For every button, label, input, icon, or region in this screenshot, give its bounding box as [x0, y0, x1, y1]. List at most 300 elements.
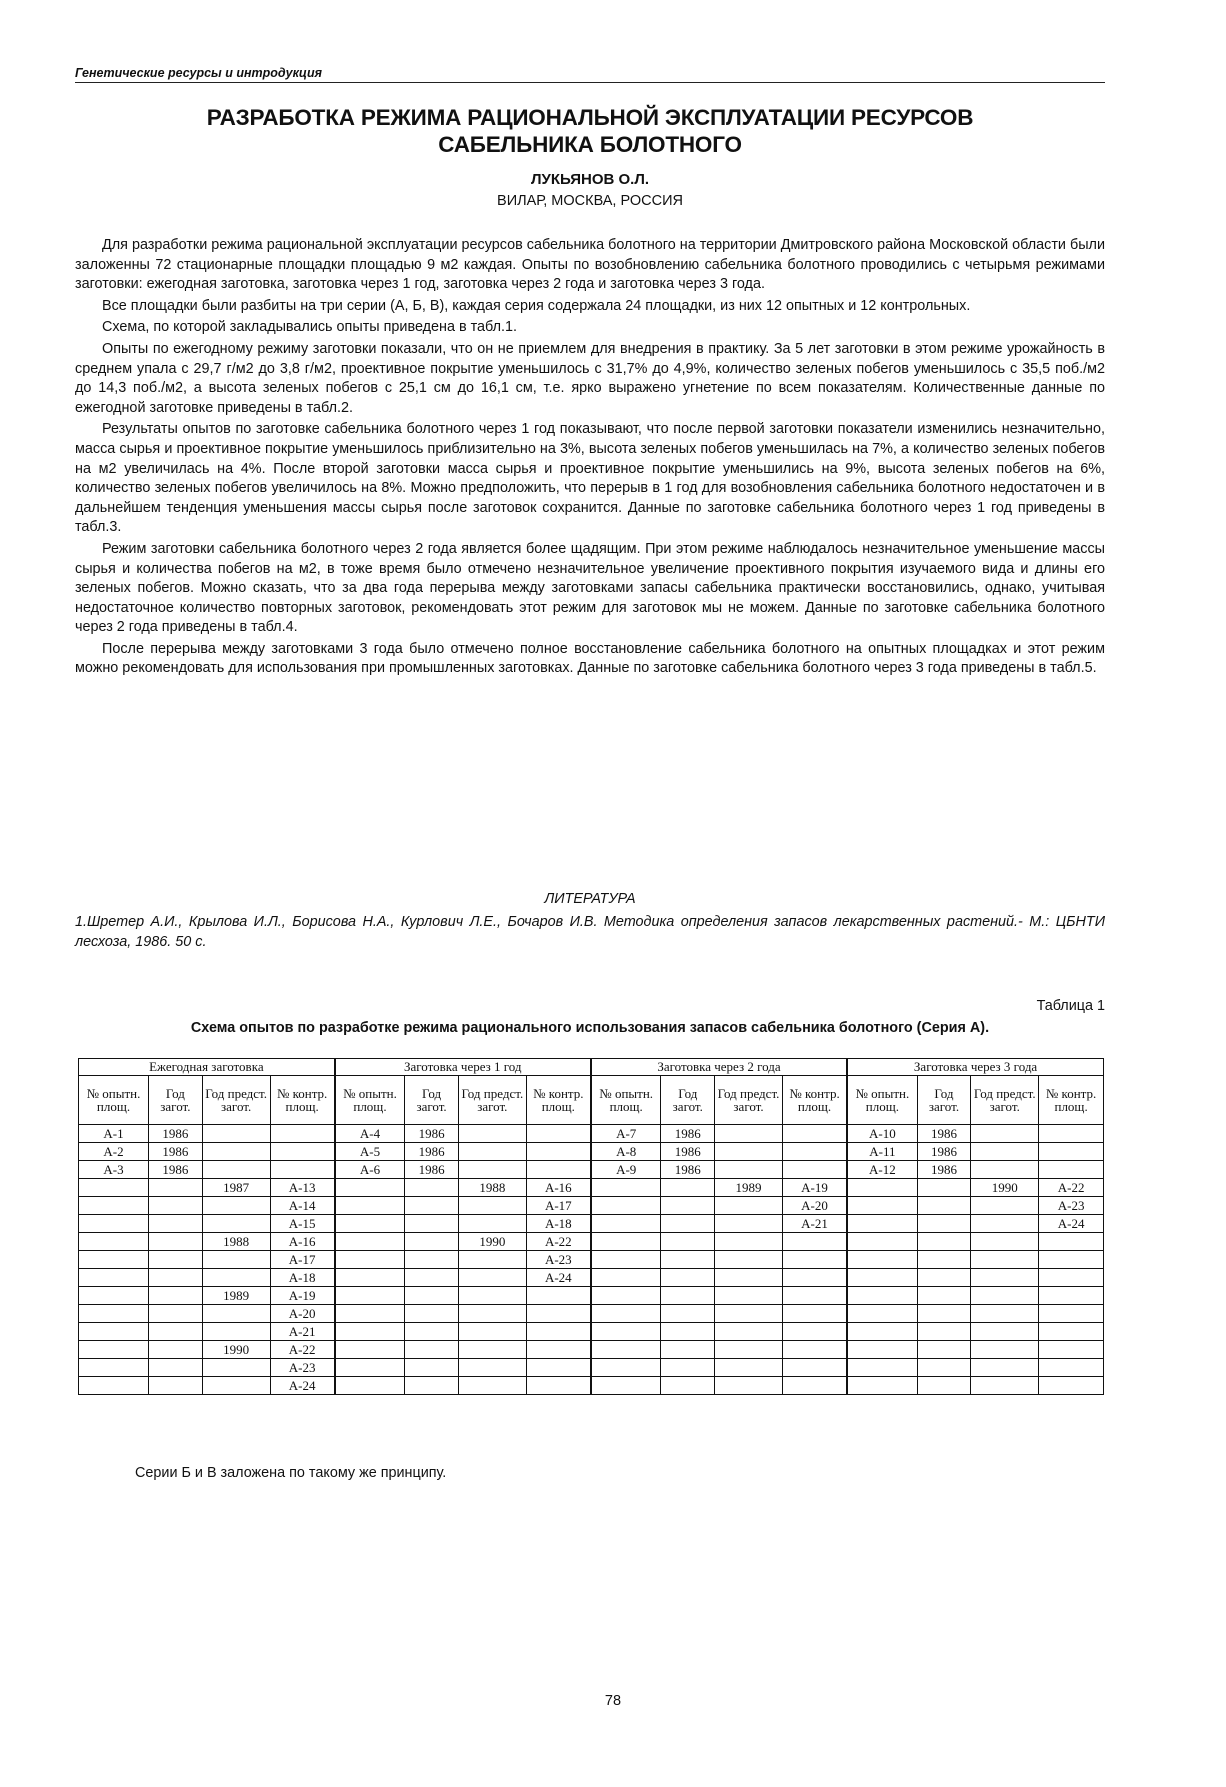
table-row	[79, 1341, 1104, 1359]
table-cell	[847, 1215, 917, 1233]
column-header: № опытн. площ.	[79, 1076, 149, 1125]
table-cell	[661, 1233, 715, 1251]
table-cell	[79, 1233, 149, 1251]
table-row	[79, 1233, 1104, 1251]
column-header: № контр. площ.	[782, 1076, 847, 1125]
table-cell: А-8	[591, 1143, 661, 1161]
table-cell	[335, 1287, 405, 1305]
table-cell	[202, 1251, 270, 1269]
table-cell	[782, 1125, 847, 1143]
table-cell	[1039, 1323, 1104, 1341]
title-line-1: РАЗРАБОТКА РЕЖИМА РАЦИОНАЛЬНОЙ ЭКСПЛУАТАЦИИ РЕСУРСОВ	[206, 105, 974, 130]
table-cell	[79, 1305, 149, 1323]
table-note: Серии Б и В заложена по такому же принципу.	[135, 1465, 447, 1481]
literature-heading: ЛИТЕРАТУРА	[544, 891, 636, 907]
table-cell	[79, 1251, 149, 1269]
author: ЛУКЬЯНОВ О.Л.	[530, 171, 650, 188]
table-cell	[782, 1143, 847, 1161]
table-cell	[661, 1197, 715, 1215]
scheme-table	[78, 1058, 1104, 1395]
table-cell	[202, 1269, 270, 1287]
table-row	[79, 1197, 1104, 1215]
table-cell	[917, 1251, 971, 1269]
table-row	[79, 1251, 1104, 1269]
table-cell: 1986	[149, 1161, 203, 1179]
table-cell: 1986	[917, 1125, 971, 1143]
table-label: Таблица 1	[1036, 998, 1105, 1014]
table-row	[79, 1377, 1104, 1395]
table-row	[79, 1161, 1104, 1179]
table-cell	[591, 1197, 661, 1215]
table-row	[79, 1287, 1104, 1305]
table-cell	[202, 1161, 270, 1179]
table-cell	[270, 1161, 335, 1179]
table-cell: 1990	[458, 1233, 526, 1251]
table-cell	[591, 1179, 661, 1197]
table-cell	[202, 1197, 270, 1215]
table-cell	[405, 1287, 459, 1305]
table-cell	[202, 1143, 270, 1161]
table-cell	[782, 1251, 847, 1269]
table-cell	[526, 1341, 591, 1359]
table-cell	[715, 1287, 783, 1305]
table-cell	[1039, 1269, 1104, 1287]
table-cell	[149, 1179, 203, 1197]
table-cell	[458, 1359, 526, 1377]
table-cell	[715, 1377, 783, 1395]
table-cell	[79, 1287, 149, 1305]
table-cell	[1039, 1125, 1104, 1143]
group-header: Заготовка через 3 года	[847, 1059, 1103, 1076]
table-cell: А-19	[782, 1179, 847, 1197]
table-cell	[917, 1323, 971, 1341]
table-cell	[715, 1233, 783, 1251]
table-cell: А-22	[1039, 1179, 1104, 1197]
table-row	[79, 1323, 1104, 1341]
table-cell	[782, 1269, 847, 1287]
table-cell	[782, 1161, 847, 1179]
table-cell	[661, 1323, 715, 1341]
table-cell	[1039, 1341, 1104, 1359]
table-cell: А-22	[270, 1341, 335, 1359]
table-cell	[149, 1323, 203, 1341]
table-cell	[917, 1359, 971, 1377]
table-cell	[149, 1287, 203, 1305]
table-cell	[458, 1215, 526, 1233]
table-cell	[270, 1125, 335, 1143]
table-cell	[79, 1269, 149, 1287]
table-cell	[149, 1305, 203, 1323]
table-cell	[202, 1359, 270, 1377]
table-cell	[782, 1377, 847, 1395]
table-cell	[715, 1125, 783, 1143]
table-cell: 1986	[917, 1161, 971, 1179]
table-cell	[335, 1341, 405, 1359]
table-cell: А-1	[79, 1125, 149, 1143]
table-cell: А-7	[591, 1125, 661, 1143]
column-header: № опытн. площ.	[847, 1076, 917, 1125]
group-header: Заготовка через 2 года	[591, 1059, 847, 1076]
table-cell: 1989	[715, 1179, 783, 1197]
table-cell	[715, 1305, 783, 1323]
literature-item: 1.Шретер А.И., Крылова И.Л., Борисова Н.А., Курлович Л.Е., Бочаров И.В. Методика определения запасов лекарственных растений.- М.: ЦБНТИ лесхоза, 1986. 50 с.	[75, 914, 1105, 950]
table-cell	[149, 1377, 203, 1395]
table-cell	[591, 1287, 661, 1305]
table-cell	[847, 1323, 917, 1341]
table-cell: А-11	[847, 1143, 917, 1161]
table-cell	[149, 1341, 203, 1359]
table-cell	[458, 1287, 526, 1305]
table-cell: 1989	[202, 1287, 270, 1305]
table-cell	[335, 1269, 405, 1287]
table-cell	[526, 1377, 591, 1395]
table-cell	[335, 1359, 405, 1377]
table-cell	[202, 1377, 270, 1395]
column-header: Год предст. загот.	[715, 1076, 783, 1125]
paragraph: Режим заготовки сабельника болотного через 2 года является более щадящим. При этом режиме наблюдалось незначительное уменьшение массы сырья и количества побегов на м2, в тоже время было отмечено незначительное увеличение проективного покрытия изучаемого вида и длины его зеленых побегов. Можно сказать, что за два года перерыва между заготовками запасы сабельника практически восстановились, однако, учитывая недостаточное количество повторных заготовок, рекомендовать этот режим для заготовок мы не можем. Данные по заготовке сабельника болотного через 2 года приведены в табл.4.	[75, 540, 1105, 636]
table-row	[79, 1215, 1104, 1233]
table-cell	[661, 1269, 715, 1287]
table-cell: А-12	[847, 1161, 917, 1179]
table-cell	[847, 1359, 917, 1377]
table-cell	[526, 1143, 591, 1161]
table-cell	[335, 1305, 405, 1323]
table-cell	[458, 1323, 526, 1341]
table-cell	[715, 1341, 783, 1359]
table-cell	[149, 1233, 203, 1251]
table-cell	[715, 1143, 783, 1161]
table-cell	[79, 1359, 149, 1377]
table-cell	[661, 1215, 715, 1233]
table-cell	[715, 1215, 783, 1233]
table-cell	[715, 1359, 783, 1377]
table-cell	[526, 1287, 591, 1305]
group-header-row	[79, 1059, 1104, 1076]
article-body	[75, 236, 1105, 681]
table-body	[79, 1125, 1104, 1395]
table-cell: А-16	[526, 1179, 591, 1197]
table-cell: А-21	[270, 1323, 335, 1341]
column-header: № контр. площ.	[1039, 1076, 1104, 1125]
table-cell	[1039, 1305, 1104, 1323]
table-cell: А-18	[526, 1215, 591, 1233]
table-cell: А-2	[79, 1143, 149, 1161]
table-cell	[270, 1143, 335, 1161]
table-cell	[405, 1305, 459, 1323]
table-head	[79, 1059, 1104, 1125]
column-header: Год загот.	[405, 1076, 459, 1125]
table-cell	[782, 1359, 847, 1377]
table-cell	[782, 1233, 847, 1251]
table-cell	[847, 1179, 917, 1197]
table-cell	[715, 1269, 783, 1287]
table-cell	[79, 1341, 149, 1359]
table-cell	[79, 1377, 149, 1395]
table-cell: А-16	[270, 1233, 335, 1251]
table-cell	[405, 1323, 459, 1341]
table-cell: 1986	[405, 1125, 459, 1143]
table-cell	[458, 1125, 526, 1143]
table-cell: А-17	[270, 1251, 335, 1269]
table-cell: А-13	[270, 1179, 335, 1197]
table-cell	[661, 1287, 715, 1305]
table-cell: А-24	[270, 1377, 335, 1395]
table-cell: А-15	[270, 1215, 335, 1233]
table-cell	[149, 1359, 203, 1377]
table-cell	[458, 1161, 526, 1179]
table-cell: А-10	[847, 1125, 917, 1143]
table-cell	[971, 1197, 1039, 1215]
table-cell: 1986	[917, 1143, 971, 1161]
column-header: Год предст. загот.	[971, 1076, 1039, 1125]
article-title	[75, 104, 1105, 158]
table-cell	[661, 1179, 715, 1197]
table-cell	[661, 1305, 715, 1323]
table-cell: 1986	[661, 1143, 715, 1161]
table-cell: 1988	[202, 1233, 270, 1251]
table-cell	[1039, 1251, 1104, 1269]
table-cell	[458, 1143, 526, 1161]
table-cell	[847, 1341, 917, 1359]
table-cell	[335, 1377, 405, 1395]
table-cell: А-19	[270, 1287, 335, 1305]
table-cell	[526, 1305, 591, 1323]
table-cell	[405, 1233, 459, 1251]
table-cell	[782, 1287, 847, 1305]
table-cell	[715, 1197, 783, 1215]
affiliation: ВИЛАР, МОСКВА, РОССИЯ	[497, 193, 683, 209]
table-cell	[971, 1341, 1039, 1359]
sub-header-row	[79, 1076, 1104, 1125]
table-cell: А-21	[782, 1215, 847, 1233]
table-cell	[591, 1323, 661, 1341]
paragraph: После перерыва между заготовками 3 года было отмечено полное восстановление сабельника болотного на опытных площадках и этот режим можно рекомендовать для использования при промышленных заготовках. Данные по заготовке сабельника болотного через 3 года приведены в табл.5.	[75, 640, 1105, 677]
table-cell	[847, 1197, 917, 1215]
table-cell	[202, 1305, 270, 1323]
paragraph: Для разработки режима рациональной эксплуатации ресурсов сабельника болотного на территории Дмитровского района Московской области были заложенны 72 стационарные площадки площадью 9 м2 каждая. Опыты по возобновлению сабельника болотного проводились с четырьмя режимами заготовки: ежегодная заготовка, заготовка через 1 год, заготовка через 2 года и заготовка через 3 года.	[75, 237, 1105, 293]
paragraph: Результаты опытов по заготовке сабельника болотного через 1 год показывают, что после первой заготовки показатели изменились незначительно, масса сырья и проективное покрытие уменьшилось приблизительно на 3%, высота зеленых побегов уменьшилась на 7%, а количество зеленых побегов на м2 увеличилась на 4%. После второй заготовки масса сырья и проективное покрытие уменьшились на 9%, высота зеленых побегов на 6%, количество зеленых побегов увеличилось на 8%. Можно предположить, что перерыв в 1 год для возобновления сабельника болотного недостаточен и в дальнейшем тенденция уменьшения массы сырья после заготовок сохранится. Данные по заготовке сабельника болотного через 1 год приведены в табл.3.	[75, 421, 1105, 536]
table-cell	[458, 1305, 526, 1323]
table-cell	[971, 1269, 1039, 1287]
table-title: Схема опытов по разработке режима рационального использования запасов сабельника болотного (Серия А).	[190, 1020, 990, 1036]
table-cell	[971, 1359, 1039, 1377]
table-cell	[847, 1233, 917, 1251]
table-cell	[661, 1341, 715, 1359]
table-cell: 1986	[661, 1161, 715, 1179]
table-cell: А-3	[79, 1161, 149, 1179]
table-cell	[661, 1251, 715, 1269]
table-cell	[405, 1251, 459, 1269]
table-cell	[202, 1215, 270, 1233]
table-cell	[917, 1179, 971, 1197]
table-cell	[971, 1215, 1039, 1233]
column-header: Год предст. загот.	[202, 1076, 270, 1125]
table-cell	[79, 1197, 149, 1215]
table-cell	[591, 1377, 661, 1395]
table-cell: А-18	[270, 1269, 335, 1287]
table-cell	[149, 1197, 203, 1215]
table-cell	[458, 1269, 526, 1287]
table-cell	[715, 1323, 783, 1341]
table-cell	[1039, 1233, 1104, 1251]
table-cell	[715, 1251, 783, 1269]
table-row	[79, 1359, 1104, 1377]
paragraph: Все площадки были разбиты на три серии (А, Б, В), каждая серия содержала 24 площадки, из них 12 опытных и 12 контрольных.	[102, 297, 971, 314]
running-head: Генетические ресурсы и интродукция	[75, 66, 1105, 83]
table-cell	[405, 1359, 459, 1377]
table-cell	[149, 1215, 203, 1233]
table-cell: А-23	[526, 1251, 591, 1269]
table-cell	[661, 1359, 715, 1377]
table-cell: А-20	[270, 1305, 335, 1323]
table-cell: 1986	[405, 1143, 459, 1161]
table-cell	[971, 1323, 1039, 1341]
table-cell	[458, 1377, 526, 1395]
column-header: Год загот.	[149, 1076, 203, 1125]
table-cell: А-6	[335, 1161, 405, 1179]
table-cell	[1039, 1161, 1104, 1179]
column-header: № контр. площ.	[526, 1076, 591, 1125]
table-cell: А-4	[335, 1125, 405, 1143]
table-cell: 1990	[971, 1179, 1039, 1197]
table-cell	[458, 1197, 526, 1215]
table-cell: А-9	[591, 1161, 661, 1179]
table-cell	[405, 1377, 459, 1395]
table-cell: А-23	[270, 1359, 335, 1377]
table-cell: А-5	[335, 1143, 405, 1161]
table-cell	[1039, 1287, 1104, 1305]
table-cell	[591, 1305, 661, 1323]
table-cell	[526, 1323, 591, 1341]
table-cell	[591, 1251, 661, 1269]
table-cell	[591, 1233, 661, 1251]
table-row	[79, 1125, 1104, 1143]
page-number: 78	[604, 1693, 622, 1709]
table-cell	[202, 1323, 270, 1341]
table-cell	[971, 1125, 1039, 1143]
table-cell	[335, 1215, 405, 1233]
column-header: Год загот.	[661, 1076, 715, 1125]
table-cell	[917, 1377, 971, 1395]
table-cell	[405, 1215, 459, 1233]
table-cell	[847, 1305, 917, 1323]
table-cell	[591, 1215, 661, 1233]
table-cell	[79, 1323, 149, 1341]
table-cell	[1039, 1359, 1104, 1377]
paragraph: Схема, по которой закладывались опыты приведена в табл.1.	[102, 319, 518, 336]
table-cell	[335, 1197, 405, 1215]
table-cell	[79, 1215, 149, 1233]
table-cell	[847, 1269, 917, 1287]
table-cell	[591, 1269, 661, 1287]
table-container	[78, 1058, 1104, 1395]
table-cell	[847, 1251, 917, 1269]
table-cell: 1986	[149, 1143, 203, 1161]
table-cell	[917, 1341, 971, 1359]
table-cell	[782, 1305, 847, 1323]
table-row	[79, 1269, 1104, 1287]
table-cell: 1986	[661, 1125, 715, 1143]
table-cell	[1039, 1377, 1104, 1395]
table-cell	[782, 1323, 847, 1341]
table-cell: 1987	[202, 1179, 270, 1197]
table-cell	[591, 1359, 661, 1377]
table-cell	[971, 1161, 1039, 1179]
table-cell	[971, 1143, 1039, 1161]
table-cell	[591, 1341, 661, 1359]
table-cell: А-17	[526, 1197, 591, 1215]
table-cell: 1986	[149, 1125, 203, 1143]
table-row	[79, 1143, 1104, 1161]
title-line-2: САБЕЛЬНИКА БОЛОТНОГО	[438, 132, 742, 157]
table-cell	[526, 1161, 591, 1179]
table-cell: А-24	[526, 1269, 591, 1287]
table-row	[79, 1305, 1104, 1323]
table-cell	[847, 1377, 917, 1395]
table-cell: А-24	[1039, 1215, 1104, 1233]
table-row	[79, 1179, 1104, 1197]
table-cell	[782, 1341, 847, 1359]
table-cell: 1990	[202, 1341, 270, 1359]
table-cell	[971, 1377, 1039, 1395]
column-header: № опытн. площ.	[335, 1076, 405, 1125]
table-cell	[458, 1341, 526, 1359]
table-cell	[526, 1125, 591, 1143]
table-cell	[715, 1161, 783, 1179]
table-cell: 1988	[458, 1179, 526, 1197]
table-cell: А-22	[526, 1233, 591, 1251]
column-header: Год загот.	[917, 1076, 971, 1125]
table-cell	[405, 1341, 459, 1359]
column-header: № опытн. площ.	[591, 1076, 661, 1125]
table-cell	[971, 1305, 1039, 1323]
table-cell: 1986	[405, 1161, 459, 1179]
table-cell	[971, 1287, 1039, 1305]
table-cell	[971, 1251, 1039, 1269]
group-header: Заготовка через 1 год	[335, 1059, 591, 1076]
table-cell	[661, 1377, 715, 1395]
table-cell	[847, 1287, 917, 1305]
column-header: Год предст. загот.	[458, 1076, 526, 1125]
table-cell: А-20	[782, 1197, 847, 1215]
table-cell	[335, 1251, 405, 1269]
table-cell	[917, 1287, 971, 1305]
table-cell	[405, 1269, 459, 1287]
group-header: Ежегодная заготовка	[79, 1059, 335, 1076]
table-cell	[149, 1251, 203, 1269]
table-cell	[458, 1251, 526, 1269]
table-cell	[335, 1233, 405, 1251]
table-cell	[917, 1305, 971, 1323]
table-cell	[917, 1233, 971, 1251]
table-cell	[526, 1359, 591, 1377]
column-header: № контр. площ.	[270, 1076, 335, 1125]
table-cell	[971, 1233, 1039, 1251]
table-cell	[405, 1197, 459, 1215]
table-cell	[335, 1179, 405, 1197]
table-cell: А-14	[270, 1197, 335, 1215]
table-cell	[917, 1215, 971, 1233]
table-cell	[202, 1125, 270, 1143]
table-cell	[917, 1269, 971, 1287]
table-cell	[405, 1179, 459, 1197]
paragraph: Опыты по ежегодному режиму заготовки показали, что он не приемлем для внедрения в практику. За 5 лет заготовки в этом режиме урожайность в среднем упала с 29,7 г/м2 до 3,8 г/м2, проективное покрытие уменьшилось с 31,7% до 4,9%, количество зеленых побегов уменьшилось с 35,5 поб./м2 до 14,3 поб./м2, а высота зеленых побегов с 25,1 см до 16,1 см, т.е. ярко выражено угнетение по всем показателям. Количественные данные по ежегодной заготовке приведены в табл.2.	[75, 340, 1105, 416]
table-cell	[917, 1197, 971, 1215]
table-cell	[335, 1323, 405, 1341]
table-cell: А-23	[1039, 1197, 1104, 1215]
table-cell	[1039, 1143, 1104, 1161]
table-cell	[79, 1179, 149, 1197]
